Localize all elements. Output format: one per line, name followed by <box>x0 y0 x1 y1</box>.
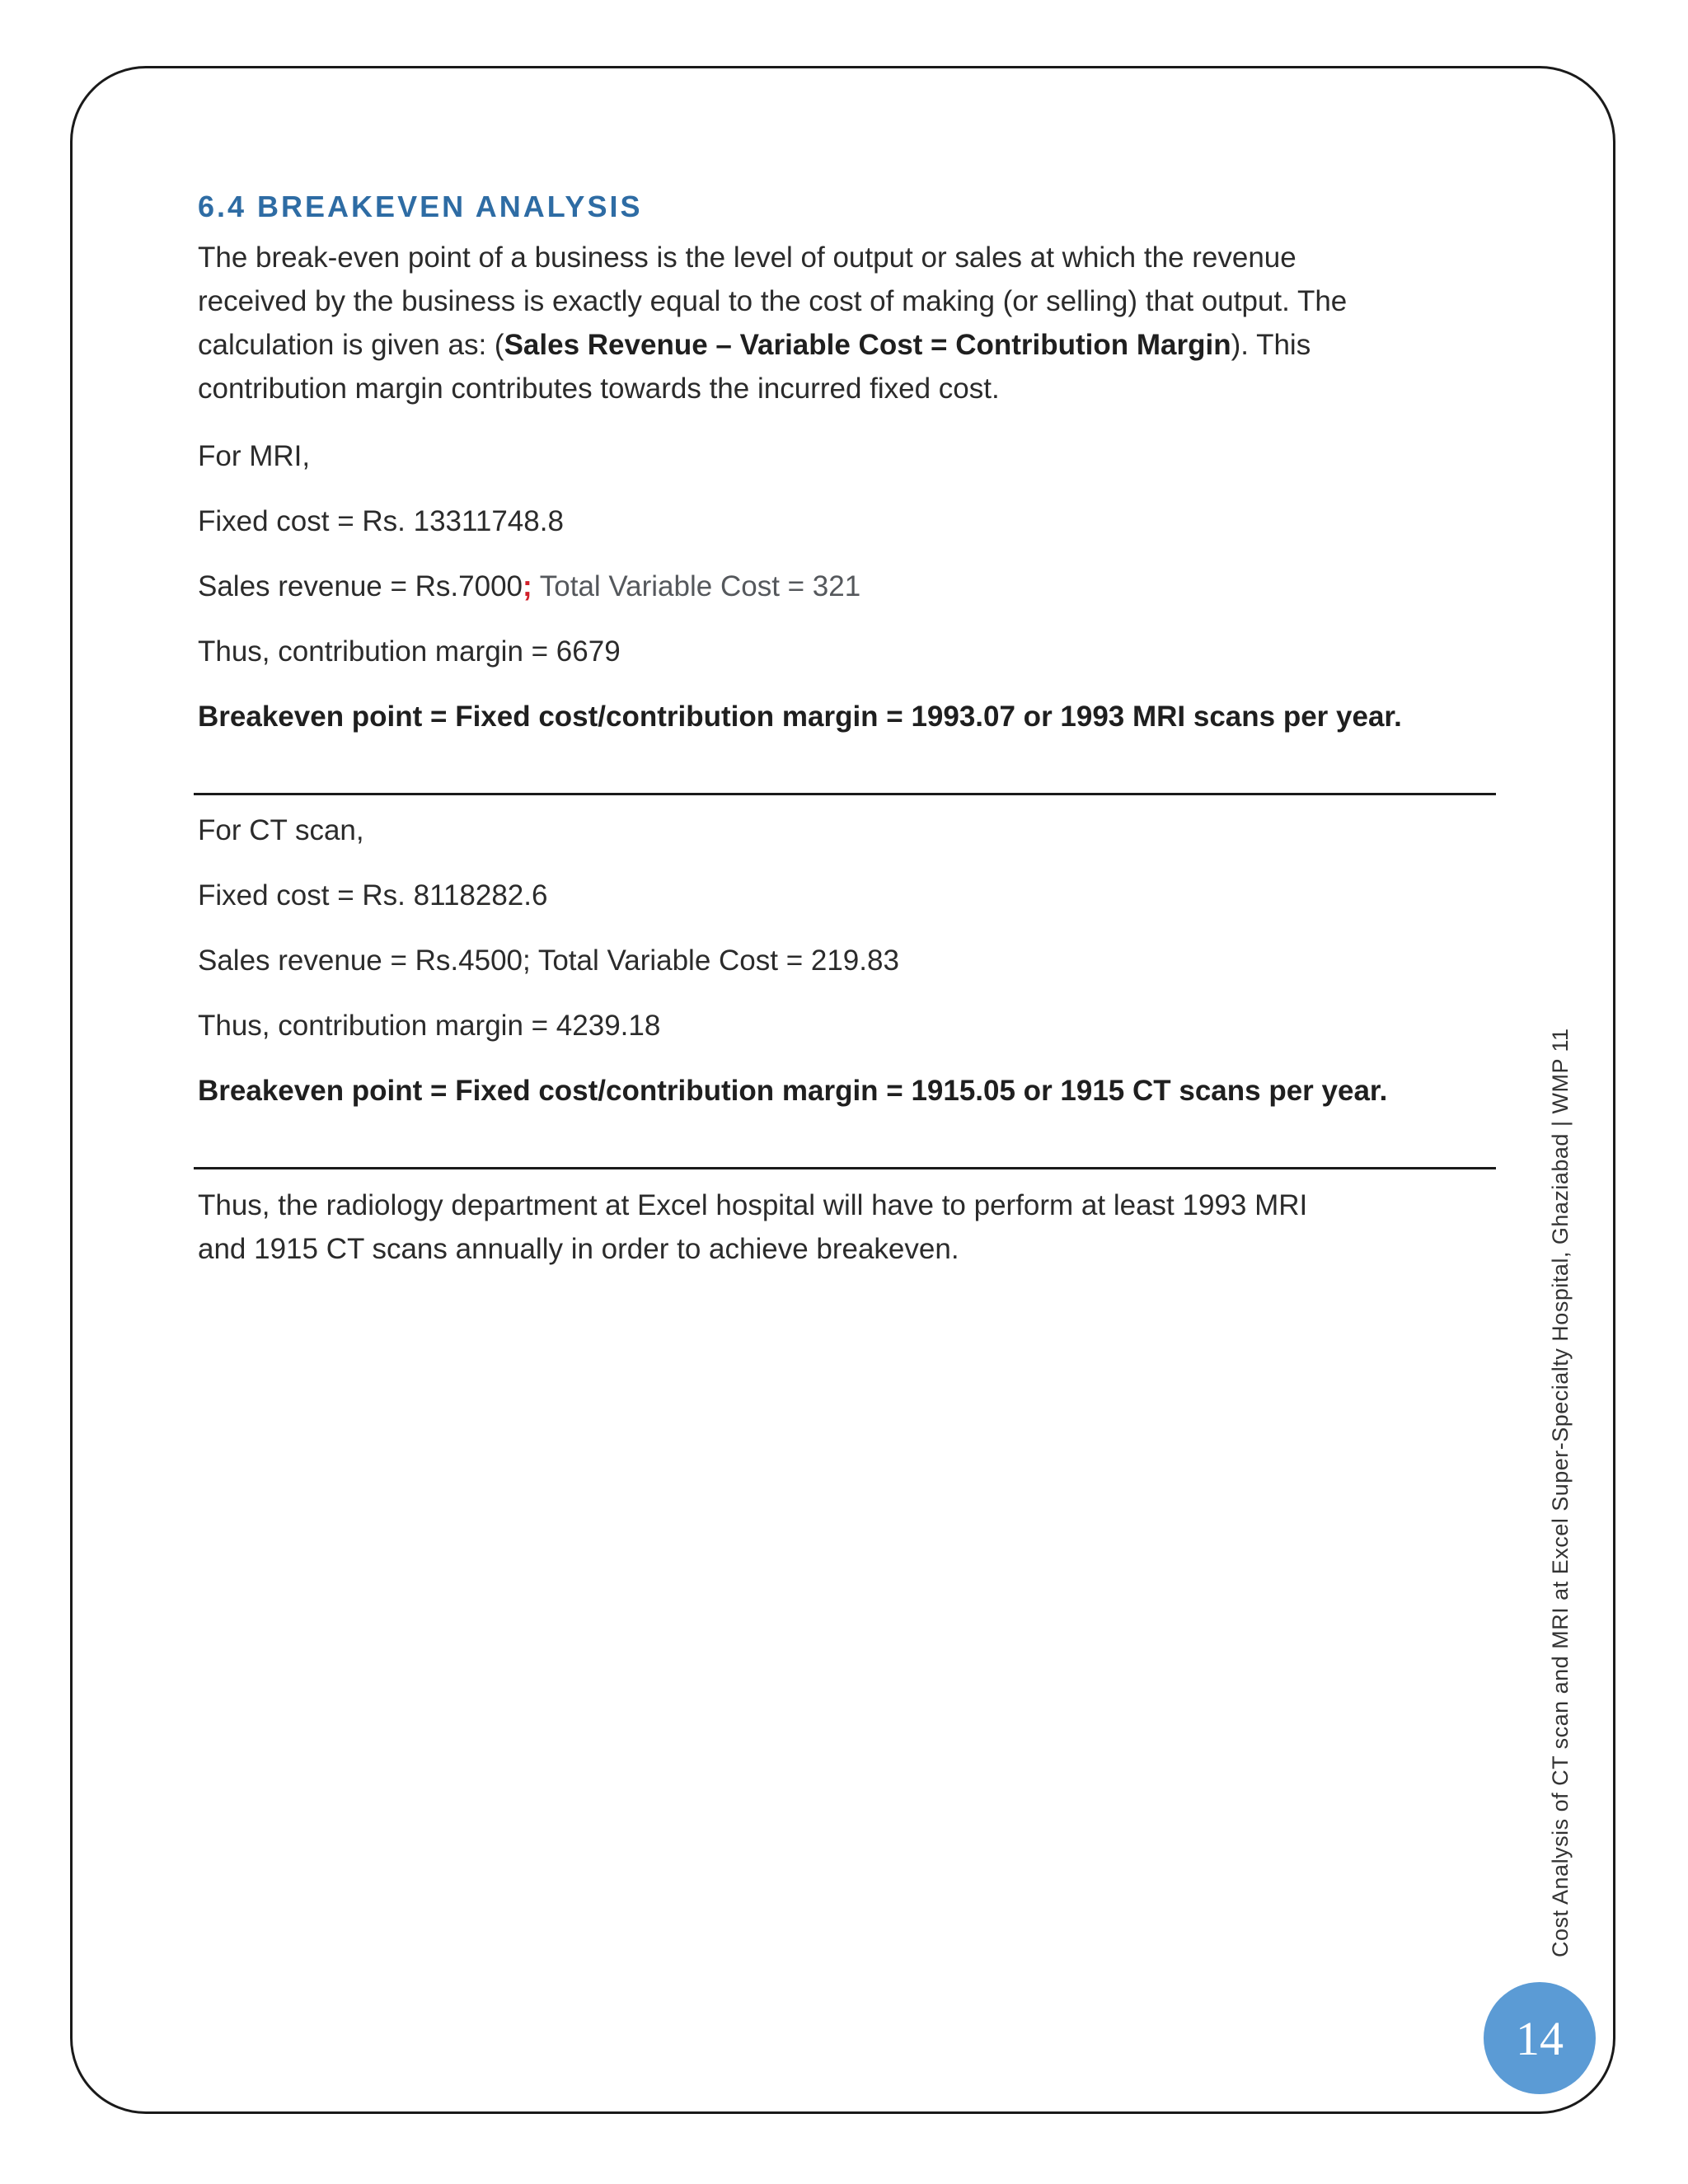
mri-breakeven: Breakeven point = Fixed cost/contribution margin = 1993.07 or 1993 MRI scans per year. <box>198 701 1402 733</box>
page-number-badge: 14 <box>1484 1982 1596 2094</box>
ct-breakeven: Breakeven point = Fixed cost/contribution margin = 1915.05 or 1915 CT scans per year. <box>198 1075 1388 1107</box>
conclusion-line-2: and 1915 CT scans annually in order to achieve breakeven. <box>198 1233 959 1265</box>
mri-label: For MRI, <box>198 440 311 472</box>
mri-fixed-cost: Fixed cost = Rs. 13311748.8 <box>198 505 564 537</box>
ct-section <box>198 813 1492 1109</box>
intro-paragraph <box>198 236 1492 410</box>
divider-rule-2 <box>194 1167 1496 1169</box>
mri-sales-revenue: Sales revenue = Rs.7000 <box>198 570 523 602</box>
mri-contribution: Thus, contribution margin = 6679 <box>198 635 621 668</box>
ct-sales-variable: Sales revenue = Rs.4500; Total Variable Cost = 219.83 <box>198 944 899 977</box>
intro-formula: Sales Revenue – Variable Cost = Contribution Margin <box>504 329 1231 361</box>
intro-line-3-post: ). This <box>1231 329 1311 361</box>
ct-label: For CT scan, <box>198 814 364 846</box>
divider-rule-1 <box>194 793 1496 795</box>
section-heading: 6.4 BREAKEVEN ANALYSIS <box>198 190 643 223</box>
mri-separator: ; <box>523 570 532 602</box>
intro-line-4: contribution margin contributes towards the incurred fixed cost. <box>198 373 1000 405</box>
mri-variable-cost: Total Variable Cost = 321 <box>532 570 861 602</box>
conclusion-section <box>198 1183 1492 1271</box>
intro-line-3-pre: calculation is given as: ( <box>198 329 504 361</box>
intro-line-2: received by the business is exactly equal to the cost of making (or selling) that output. The <box>198 285 1348 317</box>
conclusion-line-1: Thus, the radiology department at Excel hospital will have to perform at least 1993 MRI <box>198 1189 1308 1221</box>
conclusion-paragraph <box>198 1183 1492 1271</box>
intro-line-1: The break-even point of a business is the level of output or sales at which the revenue <box>198 241 1296 274</box>
mri-sales-variable <box>198 569 1492 605</box>
ct-contribution: Thus, contribution margin = 4239.18 <box>198 1010 661 1042</box>
ct-fixed-cost: Fixed cost = Rs. 8118282.6 <box>198 879 548 912</box>
running-title: Cost Analysis of CT scan and MRI at Excel Super-Specialty Hospital, Ghaziabad | WMP 11 <box>1548 1028 1573 1957</box>
page-content <box>198 190 1492 735</box>
